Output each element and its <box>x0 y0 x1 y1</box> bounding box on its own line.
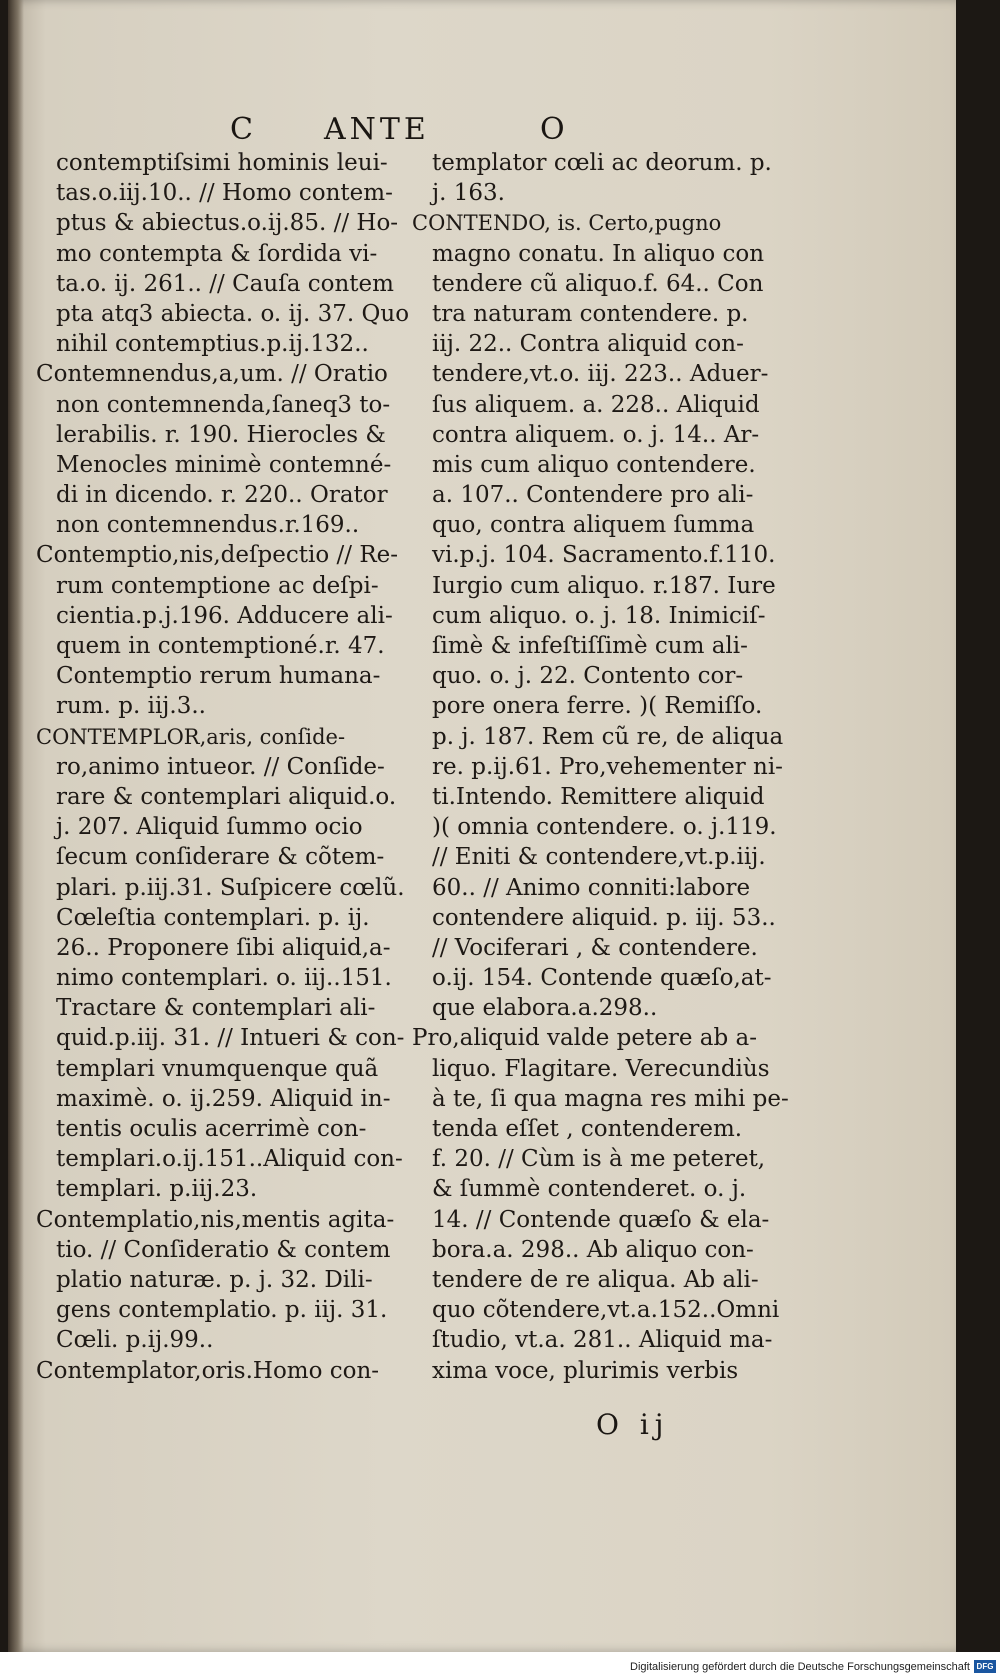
text-line: quo. o. j. 22. Contento cor- <box>432 663 744 690</box>
text-line: p. j. 187. Rem cũ re, de aliqua <box>432 723 784 750</box>
text-line: tendere,vt.o. iij. 223.. Aduer- <box>432 361 769 388</box>
text-line: tendere cũ aliquo.f. 64.. Con <box>432 270 764 297</box>
text-line: vi.p.j. 104. Sacramento.f.110. <box>432 542 776 569</box>
text-line: rare & contemplari aliquid.o. <box>56 783 397 810</box>
header-letter-right: O <box>540 112 569 147</box>
text-line: ſus aliquem. a. 228.. Aliquid <box>432 391 760 418</box>
text-line: CONTEMPLOR,aris, conſide- <box>36 724 346 749</box>
text-line: ro,animo intueor. // Conſide- <box>56 753 385 780</box>
text-line: Cœli. p.ij.99.. <box>56 1327 214 1354</box>
text-line: ptus & abiectus.o.ij.85. // Ho- <box>56 210 399 237</box>
text-line: à te, ſi qua magna res mihi pe- <box>432 1085 789 1112</box>
text-line: o.ij. 154. Contende quæſo,at- <box>432 965 772 992</box>
text-line: nihil contemptius.p.ij.132.. <box>56 331 369 358</box>
text-line: bora.a. 298.. Ab aliquo con- <box>432 1236 754 1263</box>
footer-bar <box>0 1652 1000 1680</box>
text-line: tendere de re aliqua. Ab ali- <box>432 1266 759 1293</box>
text-line: j. 163. <box>432 180 505 207</box>
header-word: ANTE <box>324 112 430 147</box>
text-line: // Vociferari , & contendere. <box>432 934 758 961</box>
text-line: tentis oculis acerrimè con- <box>56 1116 367 1142</box>
text-line: quo, contra aliquem ſumma <box>432 512 755 539</box>
text-line: cientia.p.j.196. Adducere ali- <box>56 602 393 629</box>
dfg-logo: DFG <box>974 1660 996 1673</box>
text-line: Iurgio cum aliquo. r.187. Iure <box>432 572 776 599</box>
text-line: // Eniti & contendere,vt.p.iij. <box>432 844 766 871</box>
text-line: pta atq3 abiecta. o. ij. 37. Quo <box>56 300 410 327</box>
text-line: nimo contemplari. o. iij..151. <box>56 965 392 992</box>
text-line: 14. // Contende quæſo & ela- <box>432 1206 770 1233</box>
text-line: ſtudio, vt.a. 281.. Aliquid ma- <box>432 1327 773 1354</box>
text-line: contra aliquem. o. j. 14.. Ar- <box>432 421 760 448</box>
text-line: que elabora.a.298.. <box>432 995 658 1022</box>
text-line: plari. p.iij.31. Suſpicere cœlũ. <box>56 874 405 901</box>
text-line: f. 20. // Cùm is à me peteret, <box>432 1146 766 1173</box>
text-line: Contemptio rerum humana- <box>56 663 381 690</box>
text-line: contemptiſsimi hominis leui- <box>56 150 388 176</box>
text-line: mo contempta & ſordida vi- <box>56 240 378 267</box>
text-line: templator cœli ac deorum. p. <box>432 150 772 176</box>
text-line: templari. p.iij.23. <box>56 1176 258 1203</box>
left-column <box>36 148 410 1386</box>
text-line: contendere aliquid. p. iij. 53.. <box>432 904 776 931</box>
text-line: rum. p. iij.3.. <box>56 693 206 720</box>
text-line: Contemnendus,a,um. // Oratio <box>36 361 388 388</box>
text-line: maximè. o. ij.259. Aliquid in- <box>56 1085 391 1112</box>
text-line: lerabilis. r. 190. Hierocles & <box>56 421 386 448</box>
text-line: ſecum conſiderare & cõtem- <box>56 844 385 871</box>
page-gutter <box>8 0 24 1652</box>
text-line: 26.. Proponere ſibi aliquid,a- <box>56 934 391 961</box>
text-line: gens contemplatio. p. iij. 31. <box>56 1297 388 1324</box>
text-line: iij. 22.. Contra aliquid con- <box>432 331 744 358</box>
text-line: re. p.ij.61. Pro,vehementer ni- <box>432 753 783 780</box>
text-line: Cœleſtia contemplari. p. ij. <box>56 904 370 931</box>
text-line: & ſummè contenderet. o. j. <box>432 1176 747 1203</box>
book-page <box>8 0 956 1652</box>
text-line: 60.. // Animo conniti:labore <box>432 874 751 901</box>
text-line: ta.o. ij. 261.. // Cauſa contem <box>56 270 394 297</box>
signature-mark: O ij <box>596 1408 670 1441</box>
text-line: quem in contemptioné.r. 47. <box>56 633 385 659</box>
text-line: tas.o.iij.10.. // Homo contem- <box>56 180 393 207</box>
text-line: a. 107.. Contendere pro ali- <box>432 482 754 509</box>
text-line: ſimè & infeſtiſſimè cum ali- <box>432 633 748 659</box>
text-line: Menocles minimè contemné- <box>56 451 392 478</box>
text-line: Contemplatio,nis,mentis agita- <box>36 1206 395 1233</box>
text-line: tra naturam contendere. p. <box>432 300 749 327</box>
text-line: pore onera ferre. )( Remiſſo. <box>432 693 763 720</box>
text-line: cum aliquo. o. j. 18. Inimiciſ- <box>432 602 766 629</box>
text-line: templari vnumquenque quã <box>56 1055 379 1082</box>
text-line: Tractare & contemplari ali- <box>56 995 376 1022</box>
text-line: )( omnia contendere. o. j.119. <box>432 814 777 841</box>
right-column <box>412 148 789 1386</box>
text-line: quo cõtendere,vt.a.152..Omni <box>432 1297 780 1324</box>
text-line: mis cum aliquo contendere. <box>432 451 756 478</box>
text-line: tio. // Conſideratio & contem <box>56 1236 391 1263</box>
header-letter-left: C <box>230 112 257 147</box>
text-line: non contemnendus.r.169.. <box>56 512 360 539</box>
text-line: non contemnenda,ſaneq3 to- <box>56 391 391 418</box>
text-line: quid.p.iij. 31. // Intueri & con- <box>56 1025 405 1052</box>
text-line: Contemptio,nis,deſpectio // Re- <box>36 542 399 569</box>
footer-text: Digitalisierung gefördert durch die Deutsche Forschungsgemeinschaft <box>630 1661 970 1673</box>
text-line: platio naturæ. p. j. 32. Dili- <box>56 1266 373 1293</box>
text-line: ti.Intendo. Remittere aliquid <box>432 783 765 810</box>
text-line: templari.o.ij.151..Aliquid con- <box>56 1146 403 1173</box>
text-line: tenda eſſet , contenderem. <box>432 1116 743 1142</box>
text-line: di in dicendo. r. 220.. Orator <box>56 482 388 509</box>
text-line: liquo. Flagitare. Verecundiùs <box>432 1055 770 1082</box>
text-line: xima voce, plurimis verbis <box>432 1357 739 1384</box>
text-line: Pro,aliquid valde petere ab a- <box>412 1025 758 1052</box>
running-header <box>8 112 956 152</box>
text-line: Contemplator,oris.Homo con- <box>36 1357 380 1384</box>
text-line: CONTENDO, is. Certo,pugno <box>412 211 722 236</box>
text-line: rum contemptione ac deſpi- <box>56 572 379 599</box>
text-line: magno conatu. In aliquo con <box>432 240 765 267</box>
text-line: j. 207. Aliquid ſummo ocio <box>56 814 363 841</box>
